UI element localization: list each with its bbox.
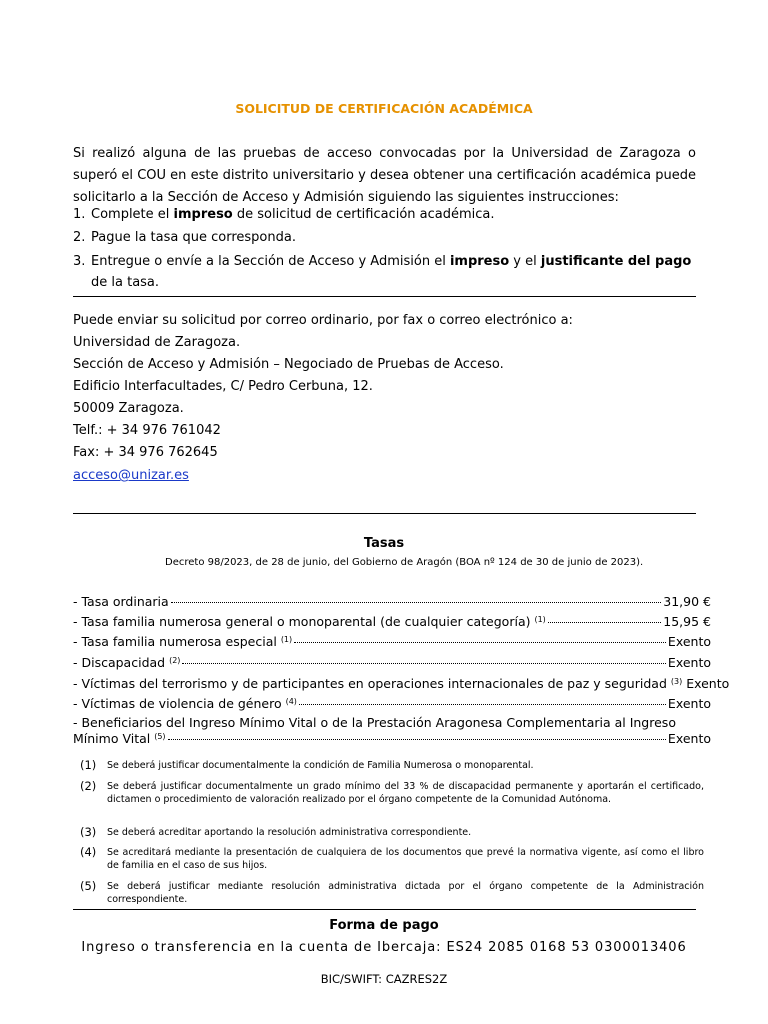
footnote-text: Se deberá acreditar aportando la resolución administrativa correspondiente.: [107, 827, 472, 838]
footnote-text: Se acreditará mediante la presentación de cualquiera de los documentos que prevé la normativa vigente, así como el libro de familia en el caso de sus hijos.: [107, 847, 704, 871]
footnote-ref: (4): [285, 697, 297, 706]
bank-account-text: Ingreso o transferencia en la cuenta de Ibercaja: ES24 2085 0168 53 0300013406: [81, 940, 687, 955]
decreto-text: Decreto 98/2023, de 28 de junio, del Gobierno de Aragón (BOA nº 124 de 30 de junio de 2023).: [165, 557, 644, 568]
fee-row: [73, 716, 711, 746]
contact-lead: Puede enviar su solicitud por correo ordinario, por fax o correo electrónico a:: [73, 313, 573, 328]
fee-label-cont: [73, 730, 711, 746]
dot-leader: [168, 739, 666, 740]
forma-pago-heading: Forma de pago: [329, 918, 439, 933]
step-text: de solicitud de certificación académica.: [232, 207, 495, 222]
contact-line: 50009 Zaragoza.: [73, 401, 184, 416]
step-text: y el: [509, 254, 541, 269]
fee-label: - Víctimas de violencia de género $^{(4)}$: [73, 696, 297, 711]
intro-paragraph: Si realizó alguna de las pruebas de acceso convocadas por la Universidad de Zaragoza o superó el COU en este distrito universitario y desea obtener una certificación académica puede solicitarlo a la Sección de Acceso y Admisión siguiendo las siguientes instrucciones:: [73, 146, 696, 205]
step-3: [73, 251, 696, 293]
fee-row: [73, 614, 711, 629]
dot-leader: [171, 602, 662, 603]
contact-line: Universidad de Zaragoza.: [73, 335, 241, 350]
footnote-number: (3): [80, 825, 97, 839]
bic-swift-text: BIC/SWIFT: CAZRES2Z: [320, 972, 448, 986]
tasas-heading: Tasas: [363, 536, 405, 551]
fee-amount: Exento: [667, 696, 711, 711]
dot-leader: [548, 622, 661, 623]
contact-line: Sección de Acceso y Admisión – Negociado de Pruebas de Acceso.: [73, 357, 504, 372]
page-title: SOLICITUD DE CERTIFICACIÓN ACADÉMICA: [235, 101, 533, 116]
step-bold: justificante del pago: [540, 254, 692, 269]
fee-label: - Tasa ordinaria: [73, 594, 169, 609]
step-number: 1.: [73, 207, 86, 222]
fee-label: Mínimo Vital $^{(5)}$: [73, 731, 166, 746]
step-bold: impreso: [173, 207, 233, 222]
contact-phone: Telf.: + 34 976 761042: [73, 423, 221, 438]
footnote-text: Se deberá justificar documentalmente la condición de Familia Numerosa o monoparental.: [107, 760, 534, 771]
footnote-text: Se deberá justificar documentalmente un grado mínimo del 33 % de discapacidad permanente y aportarán el certificado, dictamen o procedimiento de valoración realizado por el órgano competente de la Comunidad Autónoma.: [107, 781, 704, 805]
step-number: 2.: [73, 230, 86, 245]
step-text: Complete el: [91, 207, 174, 222]
fee-label: - Discapacidad $^{(2)}$: [73, 655, 181, 670]
dot-leader: [294, 642, 666, 643]
step-text: de la tasa.: [91, 275, 160, 290]
footnote: [80, 846, 704, 872]
fee-amount: Exento: [667, 634, 711, 649]
contact-fax: Fax: + 34 976 762645: [73, 445, 218, 460]
step-text: Entregue o envíe a la Sección de Acceso y Admisión el: [91, 254, 450, 269]
footnote: [80, 880, 704, 906]
footnote-ref: (3): [670, 677, 683, 686]
fee-amount: Exento: [667, 731, 711, 746]
contact-line: Edificio Interfacultades, C/ Pedro Cerbuna, 12.: [73, 379, 373, 394]
footnote: [80, 826, 704, 839]
fee-amount: Exento: [686, 676, 730, 691]
fee-amount: 31,90 €: [663, 594, 711, 609]
fee-amount: 15,95 €: [663, 614, 711, 629]
step-number: 3.: [73, 254, 86, 269]
footnote: [80, 759, 704, 772]
dot-leader: [299, 704, 666, 705]
footnote-number: (1): [80, 758, 97, 772]
fee-row: [73, 696, 711, 711]
fee-label: - Tasa familia numerosa especial $^{(1)}$: [73, 634, 293, 649]
divider: [73, 513, 696, 514]
footnote-ref: (1): [534, 615, 546, 624]
fee-row: [73, 634, 711, 649]
divider: [73, 909, 696, 910]
divider: [73, 296, 696, 297]
footnote: [80, 780, 704, 806]
fee-row: [73, 655, 711, 670]
email-link[interactable]: acceso@unizar.es: [73, 468, 189, 483]
fee-label: - Víctimas del terrorismo y de participantes en operaciones internacionales de paz y seguridad $^{(3)}$: [73, 676, 683, 691]
footnote-number: (5): [80, 879, 97, 893]
fee-label: - Tasa familia numerosa general o monoparental (de cualquier categoría) $^{(1)}$: [73, 614, 546, 629]
step-text: Pague la tasa que corresponda.: [91, 230, 296, 245]
footnote-ref: (5): [154, 732, 166, 741]
fee-row: [73, 594, 711, 609]
footnote-ref: (2): [169, 656, 181, 665]
fee-label: - Beneficiarios del Ingreso Mínimo Vital o de la Prestación Aragonesa Complementaria al Ingreso: [73, 715, 676, 730]
footnote-number: (4): [80, 845, 97, 859]
footnote-ref: (1): [280, 635, 293, 644]
step-1: [73, 204, 696, 225]
fee-row: [73, 676, 730, 691]
step-2: [73, 227, 696, 248]
footnote-text: Se deberá justificar mediante resolución administrativa dictada por el órgano competente de la Administración correspondiente.: [107, 881, 704, 905]
dot-leader: [182, 663, 665, 664]
step-bold: impreso: [449, 254, 510, 269]
footnote-number: (2): [80, 779, 97, 793]
fee-amount: Exento: [667, 655, 711, 670]
